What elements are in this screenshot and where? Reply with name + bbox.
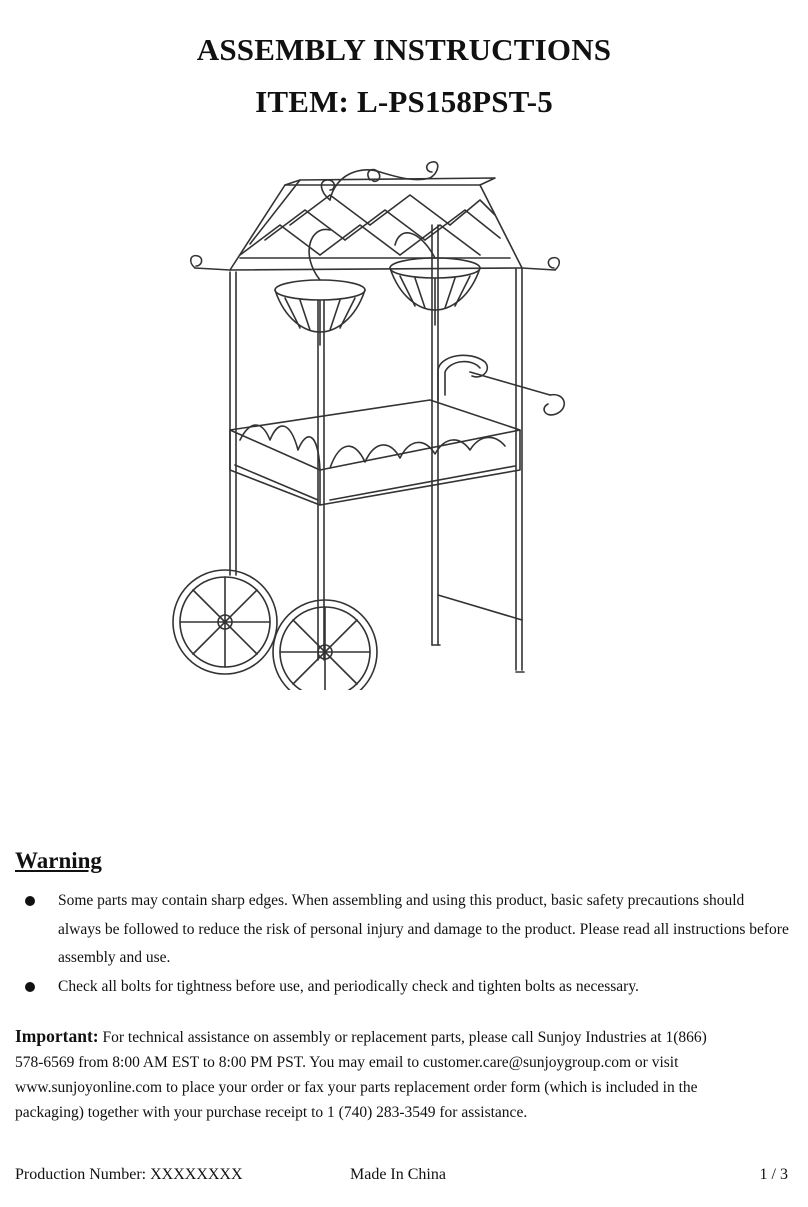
feet [432,645,524,672]
hanging-basket [275,229,365,345]
warning-text: Check all bolts for tightness before use, and periodically check and tighten bolts as necessary. [58,977,639,995]
list-item [0,887,790,973]
warning-text: Some parts may contain sharp edges. When assembling and using this product, basic safety precautions should always be followed to reduce the risk of personal injury and damage to the product. Please read all instructions before assembly and use. [58,892,789,966]
lower-brace [438,595,522,620]
display-tray [230,400,520,505]
roof [191,162,560,270]
item-number: ITEM: L-PS158PST-5 [255,84,553,119]
cart-handle [438,355,564,415]
warning-heading: Warning [15,848,102,873]
bullet-icon [25,896,35,906]
wheel [173,570,277,674]
warning-list [0,887,790,1001]
wheel [273,600,377,690]
made-in: Made In China [350,1166,446,1183]
important-notice [15,1024,735,1125]
important-text: For technical assistance on assembly or replacement parts, please call Sunjoy Industries at 1(866) 578-6569 from 8:00 AM EST to 8:00 PM PST. You may email to customer.care@sunjoygroup.com or visit www.sunjoyonline.com to place your order or fax your parts replacement order form (which is included in the packaging) together with your purchase receipt to 1 (740) 283-3549 for assistance. [15,1029,707,1121]
list-item [0,973,790,1002]
flower-cart-icon [160,150,590,690]
bullet-icon [25,982,35,992]
page-number: 1 / 3 [759,1166,788,1183]
document-title: ASSEMBLY INSTRUCTIONS [196,32,612,67]
hanging-basket [390,233,480,325]
production-number: Production Number: XXXXXXXX [15,1166,243,1183]
important-label: Important: [15,1026,99,1046]
